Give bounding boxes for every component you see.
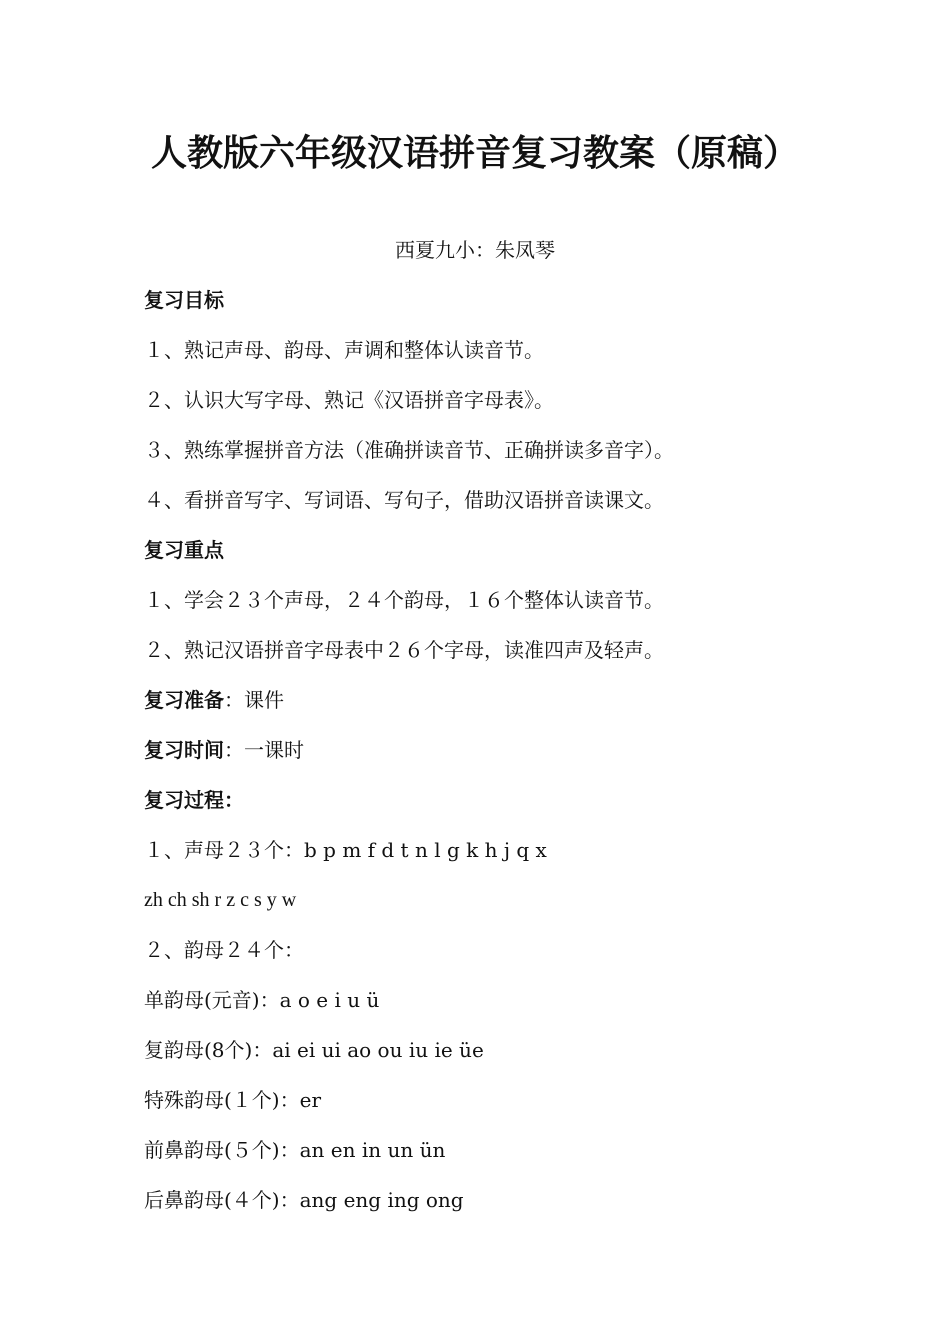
process-line: 前鼻韵母(５个)：an en in un ün [144, 1138, 446, 1162]
process-line: 特殊韵母(１个)：er [144, 1088, 322, 1112]
time-value: 一课时 [244, 738, 304, 762]
process-line: zh ch sh r z c s y w [144, 889, 297, 911]
focus-item: １、学会２３个声母，２４个韵母，１６个整体认读音节。 [144, 588, 664, 612]
process-line: ２、韵母２４个： [144, 938, 304, 962]
prep-line [144, 686, 864, 714]
prep-value: 课件 [244, 688, 284, 712]
process-heading: 复习过程： [144, 788, 244, 812]
process-line: １、声母２３个：b p m f d t n l g k h j q x [144, 838, 547, 862]
prep-label: 复习准备 [144, 688, 224, 712]
process-line: 后鼻韵母(４个)：ang eng ing ong [144, 1188, 464, 1212]
goal-item: １、熟记声母、韵母、声调和整体认读音节。 [144, 338, 544, 362]
focus-item: ２、熟记汉语拼音字母表中２６个字母，读准四声及轻声。 [144, 638, 664, 662]
focus-heading: 复习重点 [144, 538, 224, 562]
goals-heading: 复习目标 [144, 288, 224, 312]
time-label: 复习时间 [144, 738, 224, 762]
time-colon: ： [224, 738, 244, 762]
document-title: 人教版六年级汉语拼音复习教案（原稿） [150, 133, 799, 174]
goal-item: ２、认识大写字母、熟记《汉语拼音字母表》。 [144, 388, 554, 412]
process-line: 单韵母(元音)：a o e i u ü [144, 988, 380, 1012]
process-line: 复韵母(8个)：ai ei ui ao ou iu ie üe [144, 1038, 484, 1062]
time-line [144, 736, 864, 764]
goal-item: ３、熟练掌握拼音方法（准确拼读音节、正确拼读多音字）。 [144, 438, 674, 462]
goal-item: ４、看拼音写字、写词语、写句子，借助汉语拼音读课文。 [144, 488, 664, 512]
prep-colon: ： [224, 688, 244, 712]
author-line: 西夏九小：朱凤琴 [395, 238, 555, 262]
